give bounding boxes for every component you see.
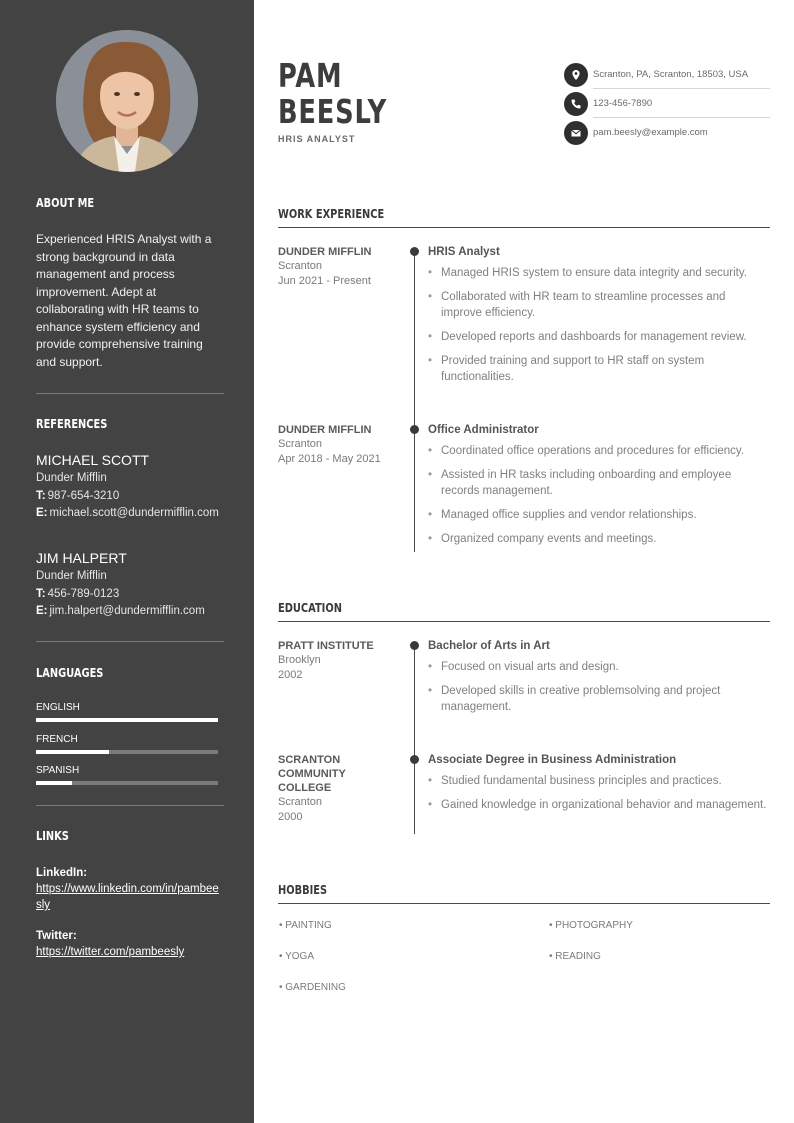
language-level-fill — [36, 718, 218, 722]
education-details — [428, 753, 768, 821]
name-last: BEESLY — [278, 92, 388, 131]
bullet-item: • Provided training and support to HR staff on system functionalities. — [428, 353, 768, 385]
contact-email — [564, 118, 770, 147]
reference-email[interactable]: E: michael.scott@dundermifflin.com — [36, 507, 219, 519]
degree-title: Bachelor of Arts in Art — [428, 640, 550, 652]
twitter-link[interactable]: https://twitter.com/pambeesly — [36, 946, 185, 958]
hobby-item: • PHOTOGRAPHY — [549, 920, 633, 931]
institution: SCRANTON COMMUNITY COLLEGE — [278, 754, 346, 794]
timeline-dot — [410, 755, 419, 764]
dates: Apr 2018 - May 2021 — [278, 453, 381, 465]
reference-phone: T: 987-654-3210 — [36, 490, 120, 502]
divider — [36, 641, 224, 642]
experience-details — [428, 423, 768, 555]
references-heading: REFERENCES — [36, 417, 108, 431]
language-level-fill — [36, 750, 109, 754]
bullet-item: • Assisted in HR tasks including onboarding and employee records management. — [428, 467, 768, 499]
language-item — [36, 734, 218, 754]
hobby-item: • PAINTING — [279, 920, 332, 931]
dates: Jun 2021 - Present — [278, 275, 371, 287]
timeline-line — [414, 646, 415, 754]
bullet-item: • Focused on visual arts and design. — [428, 659, 768, 675]
linkedin-link[interactable]: https://www.linkedin.com/in/pambeesly — [36, 883, 219, 911]
language-name: SPANISH — [36, 765, 80, 776]
reference-item — [36, 451, 226, 521]
profile-photo — [56, 30, 198, 172]
position-title: HRIS Analyst — [428, 246, 500, 258]
language-name: FRENCH — [36, 734, 78, 745]
reference-item — [36, 549, 226, 619]
sidebar — [0, 0, 254, 1123]
timeline-line — [414, 252, 415, 404]
location: Brooklyn — [278, 654, 321, 666]
experience-details — [428, 245, 768, 393]
dates: 2002 — [278, 669, 303, 681]
hobby-item: • GARDENING — [279, 982, 346, 993]
location: Scranton — [278, 260, 323, 272]
languages-heading: LANGUAGES — [36, 666, 104, 680]
timeline-dot — [410, 247, 419, 256]
contact-address — [564, 60, 770, 89]
about-text: Experienced HRIS Analyst with a strong background in data management and process improvement. Adept at collaborating with HR teams to enhance system efficiency and provide comprehensive training and support. — [36, 232, 212, 369]
bullet-list — [428, 773, 768, 813]
bullet-item: • Developed reports and dashboards for management review. — [428, 329, 768, 345]
links-heading: LINKS — [36, 829, 69, 843]
bullet-list — [428, 265, 768, 385]
reference-company: Dunder Mifflin — [36, 570, 107, 582]
location-pin-icon — [564, 63, 588, 87]
envelope-icon — [564, 121, 588, 145]
education-meta — [278, 639, 398, 683]
bullet-item: • Managed HRIS system to ensure data integrity and security. — [428, 265, 768, 281]
language-item — [36, 765, 218, 785]
portrait-photo-icon — [56, 30, 198, 172]
employer: DUNDER MIFFLIN — [278, 246, 372, 258]
divider — [36, 805, 224, 806]
link-linkedin — [36, 865, 220, 913]
work-experience-heading: WORK EXPERIENCE — [278, 207, 770, 228]
candidate-name — [278, 58, 387, 130]
bullet-item: • Collaborated with HR team to streamline processes and improve efficiency. — [428, 289, 768, 321]
bullet-item: • Studied fundamental business principles and practices. — [428, 773, 768, 789]
language-level-fill — [36, 781, 72, 785]
link-label: Twitter: — [36, 930, 77, 942]
link-twitter — [36, 928, 220, 960]
timeline-line — [414, 754, 415, 834]
language-level-bar — [36, 750, 218, 754]
bullet-item: • Gained knowledge in organizational behavior and management. — [428, 797, 768, 813]
bullet-item: • Developed skills in creative problemsolving and project management. — [428, 683, 768, 715]
institution: PRATT INSTITUTE — [278, 640, 374, 652]
dates: 2000 — [278, 811, 303, 823]
reference-name: MICHAEL SCOTT — [36, 452, 150, 468]
education-heading: EDUCATION — [278, 601, 770, 622]
education-meta — [278, 753, 370, 825]
bullet-list — [428, 659, 768, 715]
language-name: ENGLISH — [36, 702, 80, 713]
bullet-item: • Organized company events and meetings. — [428, 531, 768, 547]
contact-email-text[interactable]: pam.beesly@example.com — [593, 127, 708, 138]
hobbies-heading: HOBBIES — [278, 883, 770, 904]
language-level-bar — [36, 718, 218, 722]
timeline-dot — [410, 425, 419, 434]
experience-meta — [278, 423, 398, 467]
degree-title: Associate Degree in Business Administration — [428, 754, 677, 766]
language-level-bar — [36, 781, 218, 785]
location: Scranton — [278, 796, 323, 808]
reference-company: Dunder Mifflin — [36, 472, 107, 484]
bullet-item: • Managed office supplies and vendor relationships. — [428, 507, 768, 523]
reference-email[interactable]: E: jim.halpert@dundermifflin.com — [36, 605, 205, 617]
link-label: LinkedIn: — [36, 867, 88, 879]
timeline-dot — [410, 641, 419, 650]
hobby-item: • READING — [549, 951, 601, 962]
experience-meta — [278, 245, 398, 289]
bullet-list — [428, 443, 768, 547]
job-title: HRIS ANALYST — [278, 134, 356, 144]
bullet-item: • Coordinated office operations and procedures for efficiency. — [428, 443, 768, 459]
contact-address-text: Scranton, PA, Scranton, 18503, USA — [593, 60, 770, 89]
reference-phone: T: 456-789-0123 — [36, 588, 120, 600]
hobby-item: • YOGA — [279, 951, 314, 962]
contact-phone-text: 123-456-7890 — [593, 89, 770, 118]
name-first: PAM — [278, 56, 343, 95]
language-item — [36, 702, 218, 722]
position-title: Office Administrator — [428, 424, 539, 436]
reference-name: JIM HALPERT — [36, 550, 127, 566]
education-details — [428, 639, 768, 723]
phone-icon — [564, 92, 588, 116]
contact-phone — [564, 89, 770, 118]
about-heading: ABOUT ME — [36, 196, 95, 210]
divider — [36, 393, 224, 394]
location: Scranton — [278, 438, 323, 450]
employer: DUNDER MIFFLIN — [278, 424, 372, 436]
